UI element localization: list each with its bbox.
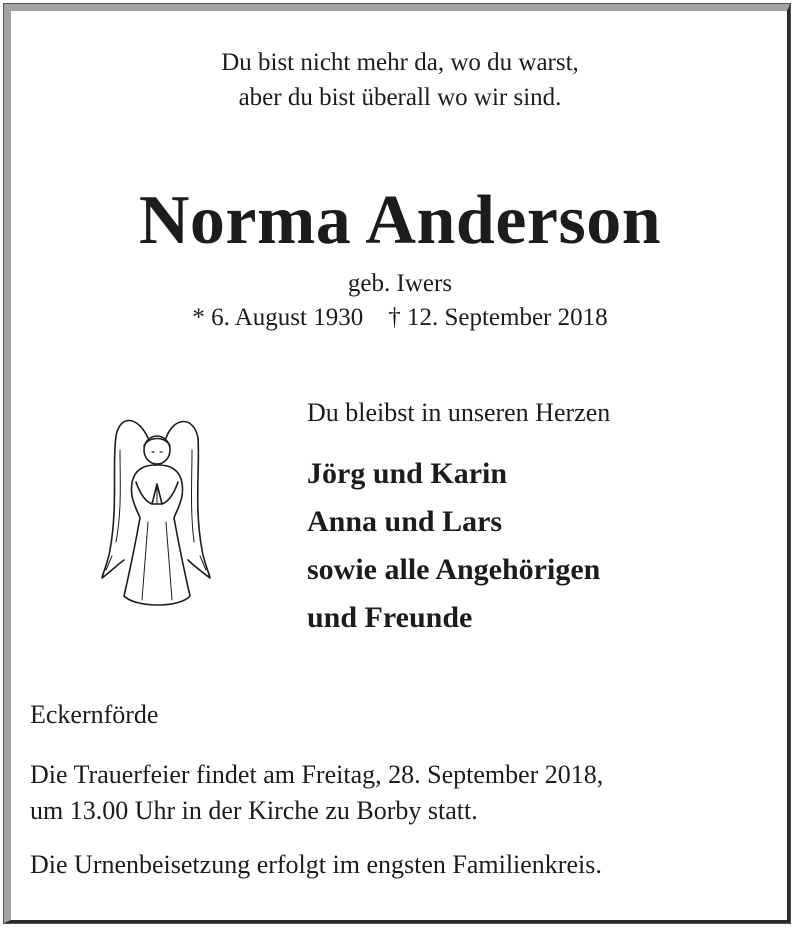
- ceremony-notice: [30, 757, 603, 829]
- birth-name: geb. Iwers: [347, 270, 453, 297]
- farewell-line: Du bleibst in unseren Herzen: [307, 398, 611, 427]
- mourner-line: sowie alle Angehörigen: [307, 553, 601, 586]
- ceremony-line-2: um 13.00 Uhr in der Kirche zu Borby statt.: [30, 796, 478, 825]
- deceased-name: Norma Anderson: [138, 182, 662, 259]
- motto-line-1: Du bist nicht mehr da, wo du warst,: [221, 49, 579, 76]
- motto: [0, 45, 800, 115]
- mourner-line: Anna und Lars: [307, 505, 503, 538]
- life-dates: * 6. August 1930 † 12. September 2018: [192, 304, 608, 331]
- motto-line-2: aber du bist überall wo wir sind.: [238, 84, 562, 111]
- angel-icon: [96, 410, 214, 612]
- place: Eckernförde: [30, 700, 159, 729]
- mourner-line: und Freunde: [307, 601, 473, 634]
- urn-notice: Die Urnenbeisetzung erfolgt im engsten Familienkreis.: [30, 850, 602, 879]
- ceremony-line-1: Die Trauerfeier findet am Freitag, 28. September 2018,: [30, 760, 604, 789]
- mourner-line: Jörg und Karin: [307, 457, 508, 490]
- mourners-list: [307, 450, 600, 642]
